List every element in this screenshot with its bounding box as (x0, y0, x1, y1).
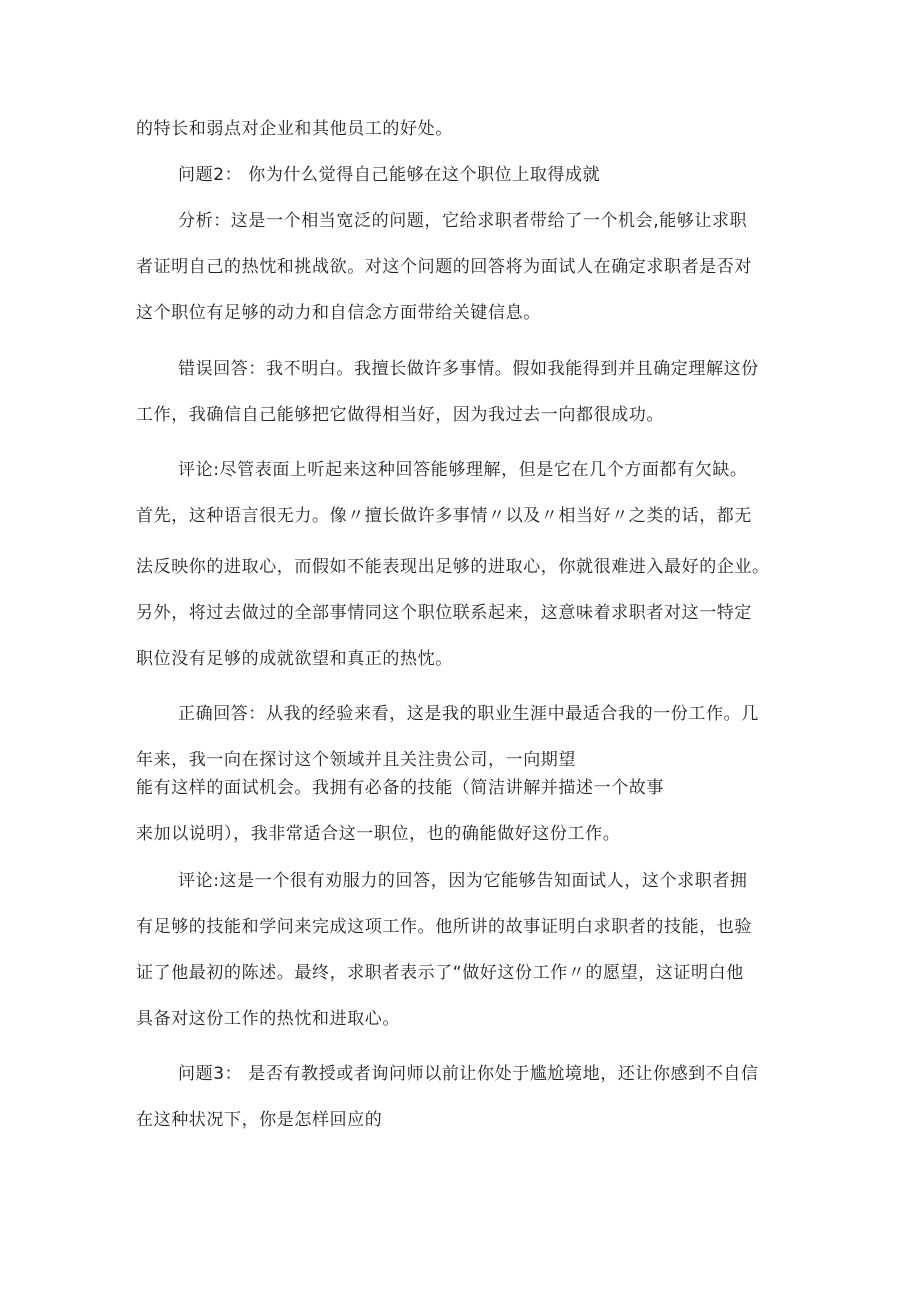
text-line: 法反映你的进取心，而假如不能表现出足够的进取心，你就很难进入最好的企业。 (136, 557, 770, 577)
text-line: 首先，这种语言很无力。像〃擅长做许多事情〃以及〃相当好〃之类的话，都无 (136, 506, 752, 526)
question-heading: 问题2： 你为什么觉得自己能够在这个职位上取得成就 (178, 165, 601, 185)
text-line: 在这种状况下，你是怎样回应的 (136, 1110, 383, 1130)
text-line: 评论:尽管表面上听起来这种回答能够理解，但是它在几个方面都有欠缺。 (178, 460, 748, 480)
text-line: 的特长和弱点对企业和其他员工的好处。 (136, 119, 453, 139)
text-line: 另外，将过去做过的全部事情同这个职位联系起来，这意味着求职者对这一特定 (136, 603, 752, 623)
text-line: 错误回答：我不明白。我擅长做许多事情。假如我能得到并且确定理解这份 (178, 359, 759, 379)
text-line: 这个职位有足够的动力和自信念方面带给关键信息。 (136, 303, 541, 323)
text-line: 者证明自己的热忱和挑战欲。对这个问题的回答将为面试人在确定求职者是否对 (136, 257, 752, 277)
text-line: 职位没有足够的成就欲望和真正的热忱。 (136, 649, 453, 669)
text-line: 能有这样的面试机会。我拥有必备的技能（简洁讲解并描述一个故事 (136, 778, 664, 798)
text-line: 来加以说明），我非常适合这一职位，也的确能做好这份工作。 (136, 824, 621, 844)
text-line: 分析：这是一个相当宽泛的问题，它给求职者带给了一个机会,能够让求职 (178, 211, 748, 231)
text-line: 具备对这份工作的热忱和进取心。 (136, 1009, 400, 1029)
text-line: 年来，我一向在探讨这个领域并且关注贵公司，一向期望 (136, 750, 576, 770)
text-line: 证了他最初的陈述。最终，求职者表示了“做好这份工作〃的愿望，这证明白他 (136, 963, 744, 983)
text-line: 正确回答：从我的经验来看，这是我的职业生涯中最适合我的一份工作。几 (178, 704, 759, 724)
question-heading: 问题3： 是否有教授或者询问师以前让你处于尴尬境地，还让你感到不自信 (178, 1064, 759, 1084)
text-line: 评论:这是一个很有劝服力的回答，因为它能够告知面试人，这个求职者拥 (178, 871, 748, 891)
text-line: 工作，我确信自己能够把它做得相当好，因为我过去一向都很成功。 (136, 405, 664, 425)
text-line: 有足够的技能和学问来完成这项工作。他所讲的故事证明白求职者的技能，也验 (136, 917, 752, 937)
